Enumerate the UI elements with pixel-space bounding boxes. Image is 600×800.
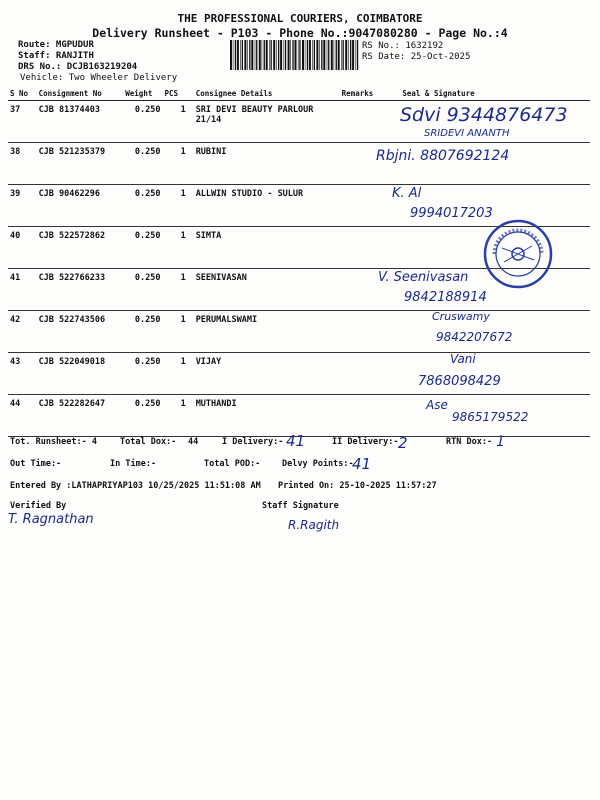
col-pcs: PCS	[162, 86, 193, 101]
total-pod-label: Total POD:-	[204, 459, 261, 469]
i-delivery-label: I Delivery:-	[222, 437, 284, 447]
barcode-bar	[276, 40, 277, 70]
row-consignment-no: CJB 521235379	[37, 143, 124, 185]
handwritten-note: 9865179522	[452, 410, 529, 424]
barcode-bar	[302, 40, 304, 70]
staff-label: Staff: RANJITH	[18, 51, 94, 61]
route-label: Route: MGPUDUR	[18, 40, 94, 50]
barcode-bar	[242, 40, 243, 70]
row-weight: 0.250	[123, 227, 162, 269]
row-pcs: 1	[162, 143, 193, 185]
row-remarks	[340, 353, 389, 395]
barcode-bar	[316, 40, 318, 70]
barcode-bar	[348, 40, 349, 70]
row-consignee: MUTHANDI	[194, 395, 340, 437]
row-consignee: PERUMALSWAMI	[194, 311, 340, 353]
staff-signature: R.Ragith	[288, 518, 340, 532]
barcode	[230, 40, 360, 70]
drs-label: DRS No.: DCJB163219204	[18, 62, 138, 72]
barcode-bar	[237, 40, 239, 70]
col-signature: Seal & Signature	[388, 86, 590, 101]
barcode-bar	[284, 40, 285, 70]
barcode-bar	[249, 40, 250, 70]
barcode-bar	[285, 40, 286, 70]
barcode-bar	[299, 40, 300, 70]
barcode-bar	[295, 40, 297, 70]
row-weight: 0.250	[123, 395, 162, 437]
handwritten-signature: Cruswamy	[432, 310, 490, 323]
row-sno: 44	[8, 395, 37, 437]
row-consignee: RUBINI	[194, 143, 340, 185]
row-remarks	[340, 395, 389, 437]
barcode-bar	[256, 40, 257, 70]
barcode-bar	[323, 40, 325, 70]
tot-runsheet: Tot. Runsheet:- 4	[10, 437, 97, 447]
barcode-bar	[305, 40, 306, 70]
barcode-bar	[271, 40, 272, 70]
barcode-bar	[331, 40, 333, 70]
company-seal	[482, 218, 554, 290]
handwritten-signature: Ase	[426, 398, 448, 412]
row-consignment-no: CJB 81374403	[37, 101, 124, 143]
col-sno: S No	[8, 86, 37, 101]
barcode-bar	[319, 40, 320, 70]
row-pcs: 1	[162, 185, 193, 227]
barcode-bar	[357, 40, 358, 70]
row-sno: 40	[8, 227, 37, 269]
handwritten-note: 9842207672	[436, 330, 513, 344]
row-consignee: SIMTA	[194, 227, 340, 269]
in-time-label: In Time:-	[110, 459, 157, 469]
printed-on: Printed On: 25-10-2025 11:57:27	[278, 481, 437, 491]
barcode-bar	[312, 40, 313, 70]
handwritten-note: SRIDEVI ANANTH	[424, 128, 510, 139]
row-remarks	[340, 101, 389, 143]
barcode-bar	[262, 40, 263, 70]
row-weight: 0.250	[123, 185, 162, 227]
barcode-bar	[334, 40, 335, 70]
rtn-dox-value: 1	[496, 434, 505, 450]
handwritten-signature: K. Al	[392, 186, 422, 201]
verified-signature: T. Ragnathan	[8, 512, 94, 527]
row-consignee: VIJAY	[194, 353, 340, 395]
table-header-row	[8, 86, 590, 101]
handwritten-signature: Vani	[450, 352, 476, 366]
barcode-bar	[341, 40, 342, 70]
verified-by-label: Verified By	[10, 501, 67, 511]
barcode-bar	[307, 40, 308, 70]
row-consignee: ALLWIN STUDIO - SULUR	[194, 185, 340, 227]
row-consignment-no: CJB 522572862	[37, 227, 124, 269]
barcode-bar	[280, 40, 282, 70]
rs-date: RS Date: 25-Oct-2025	[362, 52, 471, 62]
row-sno: 38	[8, 143, 37, 185]
barcode-bar	[356, 40, 357, 70]
barcode-bar	[314, 40, 315, 70]
barcode-bar	[321, 40, 322, 70]
barcode-bar	[244, 40, 246, 70]
row-consignment-no: CJB 90462296	[37, 185, 124, 227]
row-consignee: SEENIVASAN	[194, 269, 340, 311]
row-consignee: SRI DEVI BEAUTY PARLOUR 21/14	[194, 101, 340, 143]
total-dox-value: 44	[188, 437, 199, 447]
barcode-bar	[264, 40, 265, 70]
row-consignment-no: CJB 522049018	[37, 353, 124, 395]
row-weight: 0.250	[123, 101, 162, 143]
barcode-bar	[230, 40, 232, 70]
entered-by: Entered By :LATHAPRIYAP103 10/25/2025 11:51:08 AM	[10, 481, 261, 491]
barcode-bar	[298, 40, 299, 70]
col-consignment: Consignment No	[37, 86, 124, 101]
ii-delivery-label: II Delivery:-	[332, 437, 399, 447]
row-sno: 42	[8, 311, 37, 353]
row-pcs: 1	[162, 353, 193, 395]
barcode-bar	[290, 40, 291, 70]
ii-delivery-value: 2	[398, 434, 408, 452]
row-remarks	[340, 311, 389, 353]
barcode-bar	[352, 40, 354, 70]
handwritten-note: 9994017203	[410, 206, 493, 221]
total-dox-label: Total Dox:-	[120, 437, 177, 447]
barcode-bar	[235, 40, 236, 70]
barcode-bar	[327, 40, 328, 70]
row-remarks	[340, 185, 389, 227]
table-row	[8, 353, 590, 395]
rs-number: RS No.: 1632192	[362, 41, 444, 51]
col-weight: Weight	[123, 86, 162, 101]
barcode-bar	[336, 40, 337, 70]
row-weight: 0.250	[123, 269, 162, 311]
barcode-bar	[259, 40, 261, 70]
row-sno: 39	[8, 185, 37, 227]
out-time-label: Out Time:-	[10, 459, 62, 469]
barcode-bar	[251, 40, 253, 70]
row-consignment-no: CJB 522282647	[37, 395, 124, 437]
barcode-bar	[240, 40, 241, 70]
barcode-bar	[255, 40, 256, 70]
barcode-bar	[247, 40, 248, 70]
row-pcs: 1	[162, 311, 193, 353]
row-sno: 41	[8, 269, 37, 311]
i-delivery-value: 41	[286, 432, 306, 450]
col-remarks: Remarks	[340, 86, 389, 101]
handwritten-signature: V. Seenivasan	[378, 270, 469, 285]
company-title: THE PROFESSIONAL COURIERS, COIMBATORE	[177, 12, 423, 25]
runsheet-subtitle: Delivery Runsheet - P103 - Phone No.:9047080280 - Page No.:4	[92, 26, 508, 40]
delvy-points-value: 41	[352, 455, 372, 473]
barcode-bar	[288, 40, 290, 70]
handwritten-signature: Sdvi 9344876473	[400, 104, 568, 126]
row-consignment-no: CJB 522743506	[37, 311, 124, 353]
row-weight: 0.250	[123, 143, 162, 185]
handwritten-note: 9842188914	[404, 290, 487, 305]
row-weight: 0.250	[123, 311, 162, 353]
barcode-bar	[266, 40, 268, 70]
barcode-bar	[343, 40, 344, 70]
vehicle-label: Vehicle: Two Wheeler Delivery	[20, 73, 178, 83]
row-pcs: 1	[162, 227, 193, 269]
barcode-bar	[233, 40, 234, 70]
row-sno: 43	[8, 353, 37, 395]
row-weight: 0.250	[123, 353, 162, 395]
delvy-points-label: Delvy Points:-	[282, 459, 354, 469]
barcode-bar	[338, 40, 340, 70]
barcode-bar	[328, 40, 329, 70]
row-consignment-no: CJB 522766233	[37, 269, 124, 311]
handwritten-signature: Rbjni. 8807692124	[376, 148, 510, 164]
barcode-bar	[278, 40, 279, 70]
barcode-bar	[350, 40, 351, 70]
barcode-bar	[292, 40, 293, 70]
row-sno: 37	[8, 101, 37, 143]
row-remarks	[340, 227, 389, 269]
staff-signature-label: Staff Signature	[262, 501, 339, 511]
barcode-bar	[269, 40, 270, 70]
row-pcs: 1	[162, 269, 193, 311]
rtn-dox-label: RTN Dox:-	[446, 437, 493, 447]
barcode-bar	[345, 40, 347, 70]
barcode-bar	[273, 40, 275, 70]
col-consignee: Consignee Details	[194, 86, 340, 101]
row-pcs: 1	[162, 395, 193, 437]
handwritten-note: 7868098429	[418, 374, 501, 389]
barcode-bar	[309, 40, 311, 70]
row-pcs: 1	[162, 101, 193, 143]
